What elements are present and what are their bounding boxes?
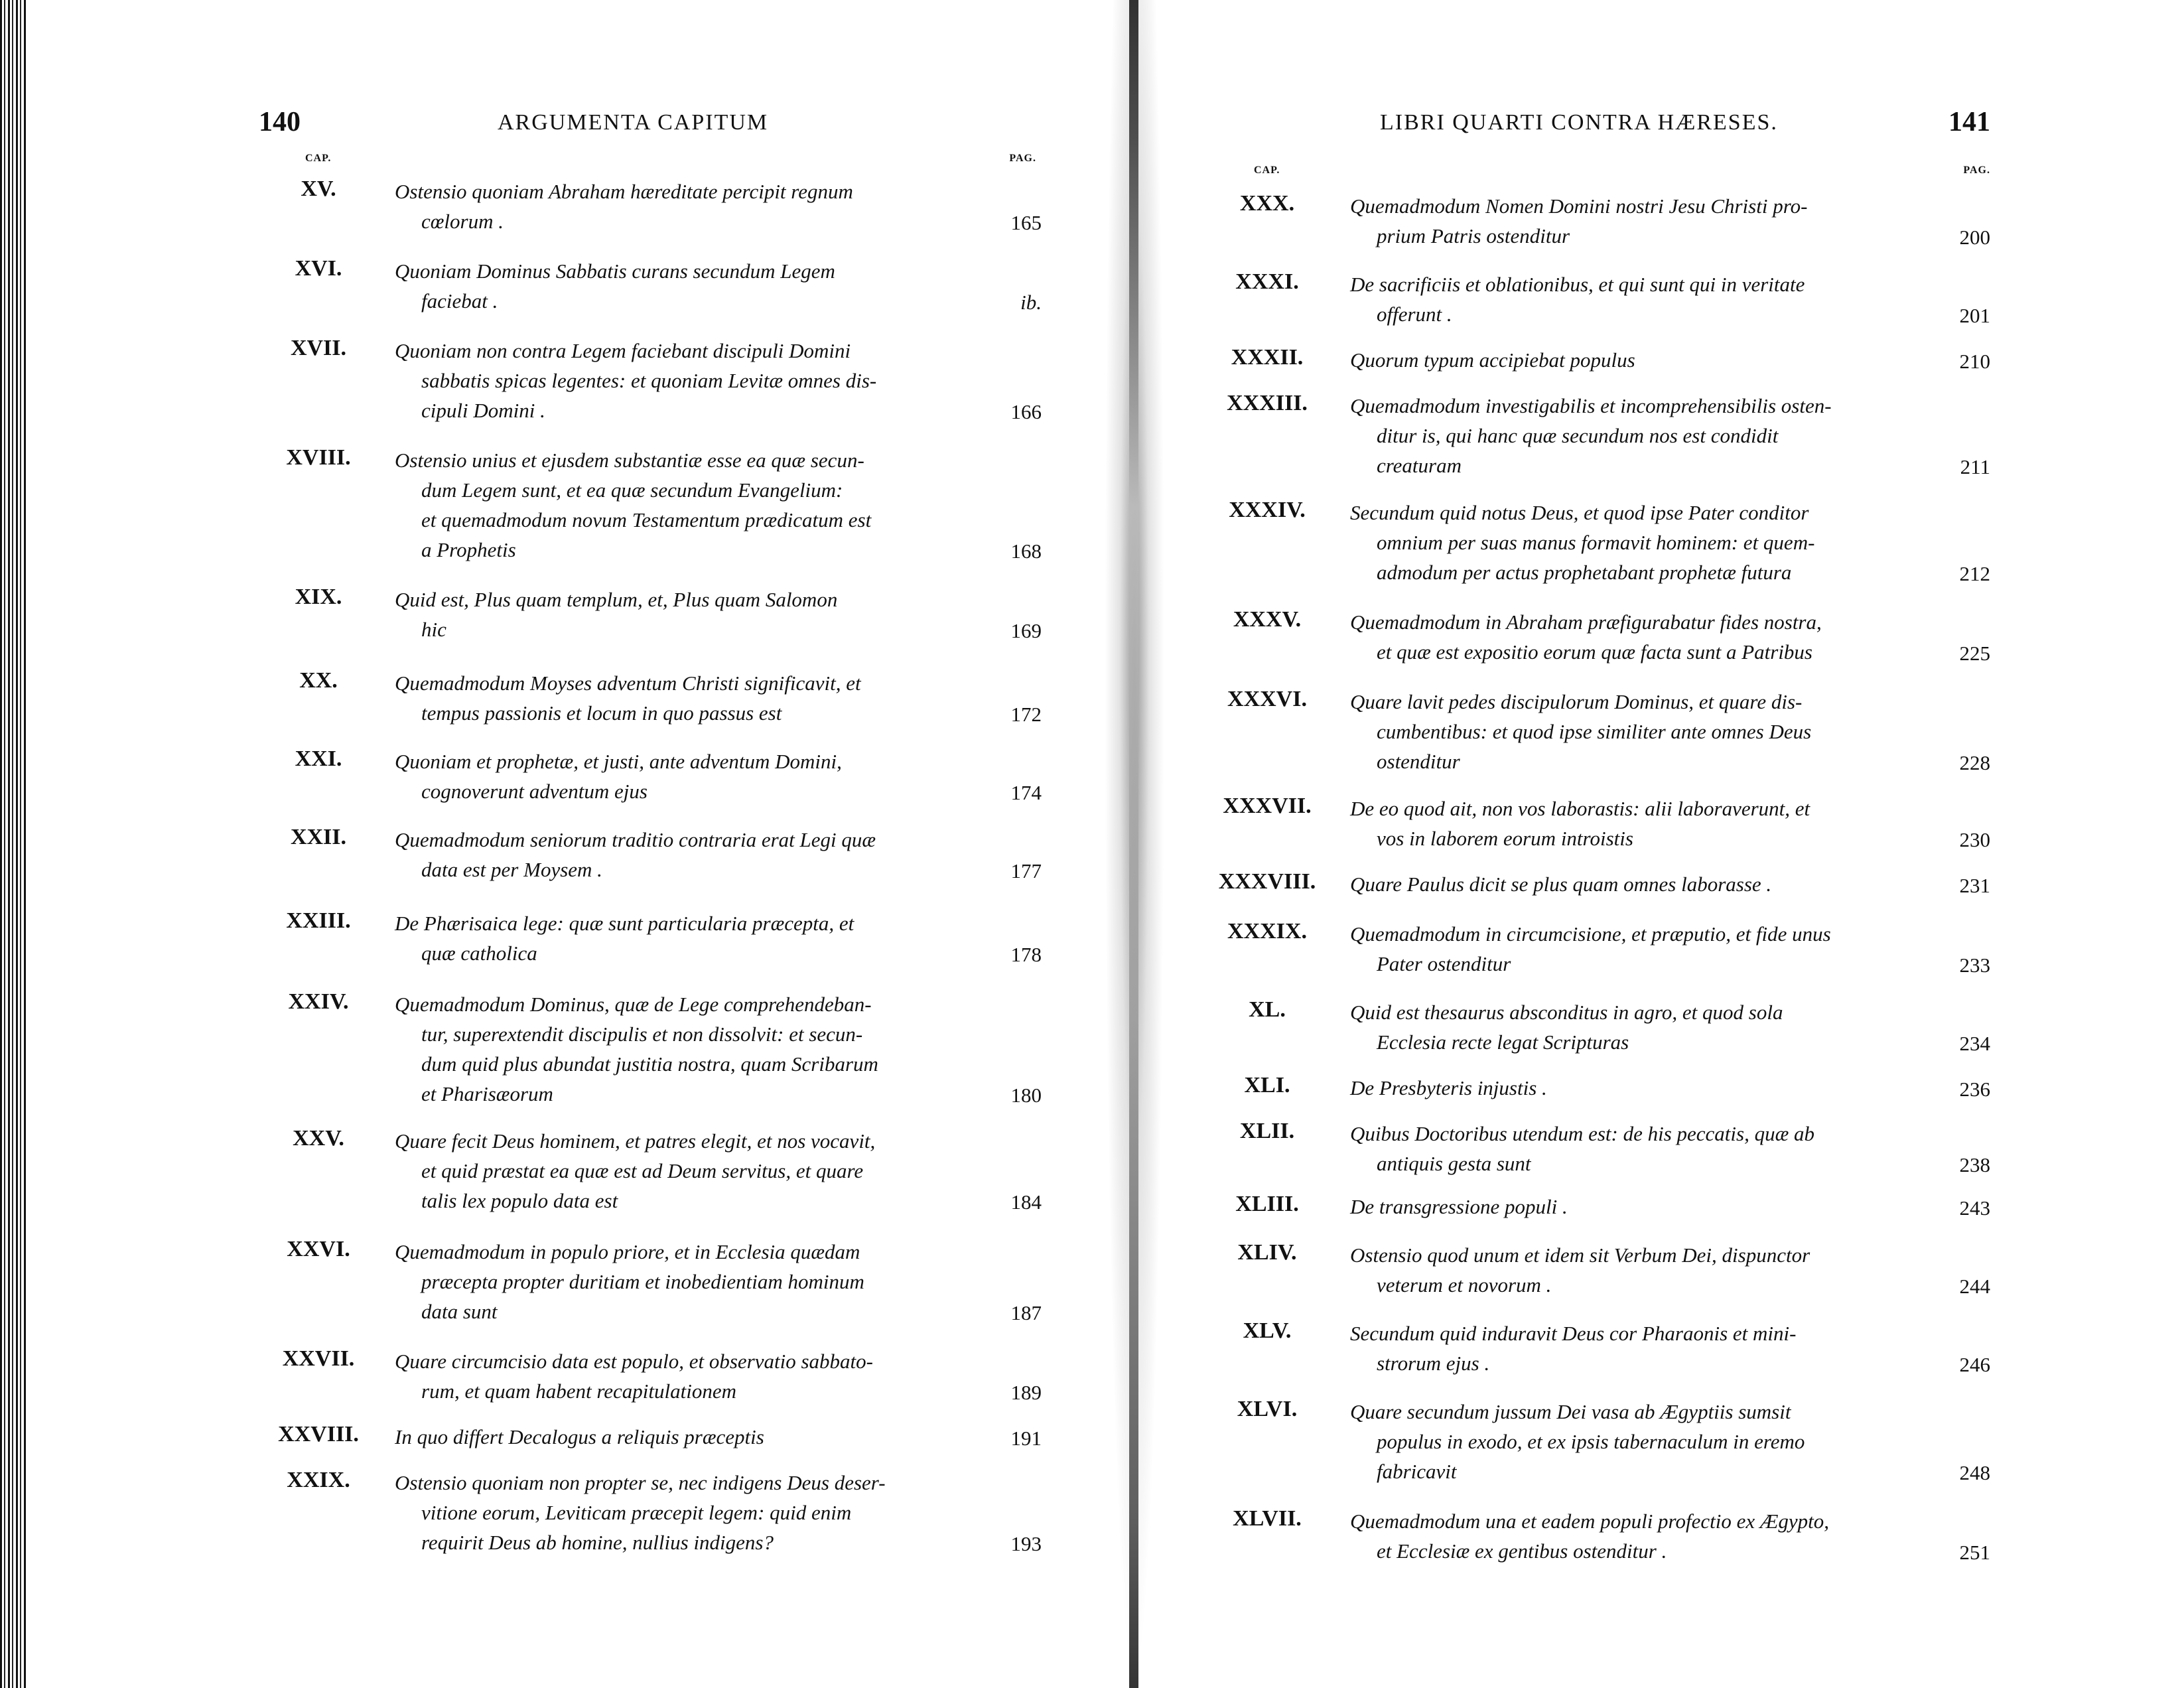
chapter-number: XXVII. <box>282 1346 355 1371</box>
chapter-page-number: 166 <box>1010 400 1042 423</box>
summary-line: Secundum quid induravit Deus cor Pharaonis et mini- <box>1350 1322 1797 1345</box>
right-page-number: 141 <box>1948 107 1990 137</box>
chapter-page-number: 248 <box>1959 1461 1990 1484</box>
summary-line: dum quid plus abundat justitia nostra, quam Scribarum <box>421 1052 878 1076</box>
chapter-number: XVIII. <box>286 445 351 470</box>
summary-line: et Pharisæorum <box>421 1082 553 1105</box>
chapter-entry <box>1221 919 1990 979</box>
chapter-entry <box>1221 1073 1990 1103</box>
chapter-number: XXXIV. <box>1229 498 1306 522</box>
chapter-entry <box>259 256 1042 316</box>
summary-line: Quemadmodum seniorum traditio contraria erat Legi quæ <box>395 828 876 851</box>
chapter-number: XIX. <box>295 585 342 609</box>
chapter-page-number: 169 <box>1010 619 1042 642</box>
chapter-page-number: 189 <box>1010 1381 1042 1404</box>
chapter-number: XLIV. <box>1237 1240 1297 1265</box>
chapter-number: XXXVII. <box>1223 794 1312 818</box>
summary-line: Quibus Doctoribus utendum est: de his peccatis, quæ ab <box>1350 1122 1815 1145</box>
summary-line: Ecclesia recte legat Scripturas <box>1377 1030 1629 1054</box>
chapter-page-number: 210 <box>1959 350 1990 373</box>
summary-line: Quare Paulus dicit se plus quam omnes laborasse . <box>1350 873 1772 896</box>
chapter-page-number: 201 <box>1959 304 1990 327</box>
chapter-entry <box>259 585 1042 644</box>
chapter-page-number: 243 <box>1959 1196 1990 1220</box>
summary-line: antiquis gesta sunt <box>1377 1152 1531 1175</box>
chapter-summary <box>395 825 962 884</box>
chapter-number: XXIV. <box>288 989 349 1014</box>
summary-line: hic <box>421 618 446 641</box>
chapter-entry <box>1221 997 1990 1057</box>
summary-line: ditur is, qui hanc quæ secundum nos est condidit <box>1377 424 1779 447</box>
chapter-entry <box>259 908 1042 968</box>
chapter-number: XLII. <box>1239 1119 1295 1143</box>
summary-line: Quemadmodum Nomen Domini nostri Jesu Christi pro- <box>1350 194 1808 218</box>
summary-line: Quare circumcisio data est populo, et observatio sabbato- <box>395 1350 873 1373</box>
chapter-summary <box>1350 919 1917 979</box>
right-chapter-list <box>1218 191 1990 1566</box>
chapter-summary <box>1350 191 1917 251</box>
summary-line: fabricavit <box>1377 1460 1457 1483</box>
summary-line: populus in exodo, et ex ipsis tabernaculum in eremo <box>1377 1430 1805 1453</box>
chapter-summary <box>1350 498 1917 587</box>
chapter-page-number: 193 <box>1010 1532 1042 1555</box>
left-cap-label: CAP. <box>305 153 332 164</box>
chapter-number: XXXI. <box>1235 269 1299 294</box>
chapter-page-number: 187 <box>1010 1301 1042 1324</box>
summary-line: præcepta propter duritiam et inobedientiam hominum <box>421 1270 864 1293</box>
left-pag-label: PAG. <box>1009 153 1036 164</box>
chapter-entry <box>1221 687 1990 776</box>
chapter-entry <box>259 1237 1042 1326</box>
chapter-summary <box>1350 1073 1917 1103</box>
chapter-page-number: 233 <box>1959 953 1990 977</box>
summary-line: veterum et novorum . <box>1377 1273 1552 1297</box>
chapter-page-number: 234 <box>1959 1032 1990 1055</box>
summary-line: Quoniam non contra Legem faciebant discipuli Domini <box>395 339 851 362</box>
chapter-page-number: 230 <box>1959 828 1990 851</box>
chapter-entry <box>1221 607 1990 667</box>
summary-line: et Ecclesiæ ex gentibus ostenditur . <box>1377 1539 1667 1563</box>
right-page <box>1218 106 1990 1566</box>
chapter-page-number: 165 <box>1010 211 1042 234</box>
chapter-entry <box>259 445 1042 565</box>
chapter-page-number: 238 <box>1959 1153 1990 1176</box>
summary-line: a Prophetis <box>421 538 516 561</box>
summary-line: data sunt <box>421 1300 498 1323</box>
left-page-number: 140 <box>259 107 301 137</box>
left-chapter-list <box>259 176 1042 1557</box>
chapter-summary <box>395 445 962 565</box>
summary-line: quæ catholica <box>421 942 537 965</box>
summary-line: Quemadmodum in populo priore, et in Ecclesia quædam <box>395 1240 860 1263</box>
chapter-page-number: 168 <box>1010 539 1042 563</box>
chapter-entry <box>1221 1506 1990 1566</box>
summary-line: tur, superextendit discipulis et non dissolvit: et secun- <box>421 1022 863 1046</box>
chapter-summary <box>395 1126 962 1216</box>
chapter-page-number: 231 <box>1959 874 1990 897</box>
chapter-entry <box>1218 869 1990 899</box>
summary-line: dum Legem sunt, et ea quæ secundum Evangelium: <box>421 478 843 502</box>
summary-line: faciebat . <box>421 289 498 313</box>
chapter-entry <box>1221 345 1990 375</box>
chapter-summary <box>1350 1240 1917 1300</box>
summary-line: Quemadmodum in circumcisione, et præputio, et fide unus <box>1350 922 1831 946</box>
chapter-summary <box>395 1422 962 1452</box>
summary-line: vitione eorum, Leviticam præcepit legem: quid enim <box>421 1501 852 1524</box>
chapter-number: XXI. <box>295 746 342 771</box>
chapter-number: XXVIII. <box>278 1422 359 1446</box>
chapter-number: XVII. <box>290 336 347 360</box>
chapter-summary <box>395 668 962 728</box>
chapter-number: XXIX. <box>287 1468 350 1492</box>
summary-line: Quorum typum accipiebat populus <box>1350 348 1635 372</box>
left-page-header <box>259 106 1042 153</box>
summary-line: offerunt . <box>1377 303 1452 326</box>
right-page-header <box>1221 106 1990 153</box>
chapter-page-number: 211 <box>1960 455 1990 478</box>
chapter-summary <box>1350 869 1917 899</box>
summary-line: omnium per suas manus formavit hominem: et quem- <box>1377 531 1815 554</box>
summary-line: Ostensio unius et ejusdem substantiæ esse ea quæ secun- <box>395 449 864 472</box>
summary-line: strorum ejus . <box>1377 1352 1490 1375</box>
chapter-summary <box>1350 997 1917 1057</box>
right-cap-label: CAP. <box>1254 165 1280 176</box>
summary-line: De Presbyteris injustis . <box>1350 1076 1547 1099</box>
summary-line: sabbatis spicas legentes: et quoniam Levitæ omnes dis- <box>421 369 877 392</box>
chapter-entry <box>259 1126 1042 1216</box>
summary-line: Quid est, Plus quam templum, et, Plus quam Salomon <box>395 588 838 611</box>
chapter-summary <box>1350 794 1917 853</box>
chapter-page-number: 172 <box>1010 703 1042 726</box>
right-pag-label: PAG. <box>1963 165 1990 176</box>
chapter-number: XLV. <box>1243 1318 1292 1343</box>
chapter-number: XLI. <box>1244 1073 1290 1097</box>
chapter-number: XL. <box>1249 997 1286 1022</box>
summary-line: De eo quod ait, non vos laborastis: alii laboraverunt, et <box>1350 797 1810 820</box>
chapter-page-number: 246 <box>1959 1353 1990 1376</box>
chapter-number: XXXVIII. <box>1218 869 1316 894</box>
chapter-number: XXX. <box>1239 191 1295 216</box>
summary-line: cœlorum . <box>421 210 504 233</box>
chapter-entry <box>259 746 1042 806</box>
summary-line: Quare lavit pedes discipulorum Dominus, et quare dis- <box>1350 690 1803 713</box>
chapter-summary <box>1350 345 1917 375</box>
summary-line: Quoniam Dominus Sabbatis curans secundum Legem <box>395 259 835 283</box>
chapter-number: XXXVI. <box>1227 687 1307 711</box>
chapter-entry <box>1221 794 1990 853</box>
chapter-page-number: 225 <box>1959 642 1990 665</box>
chapter-summary <box>395 336 962 425</box>
chapter-page-number: ib. <box>1020 291 1042 314</box>
summary-line: requirit Deus ab homine, nullius indigens? <box>421 1531 774 1554</box>
summary-line: cumbentibus: et quod ipse similiter ante omnes Deus <box>1377 720 1812 743</box>
summary-line: Quemadmodum una et eadem populi profectio ex Ægypto, <box>1350 1510 1830 1533</box>
chapter-page-number: 200 <box>1959 226 1990 249</box>
summary-line: Ostensio quod unum et idem sit Verbum Dei, dispunctor <box>1350 1243 1810 1267</box>
chapter-entry <box>1221 498 1990 587</box>
chapter-number: XXV. <box>293 1126 344 1151</box>
chapter-page-number: 180 <box>1010 1084 1042 1107</box>
chapter-page-number: 236 <box>1959 1078 1990 1101</box>
chapter-summary <box>395 176 962 236</box>
summary-line: In quo differt Decalogus a reliquis præceptis <box>395 1425 764 1448</box>
summary-line: rum, et quam habent recapitulationem <box>421 1379 736 1403</box>
summary-line: et quæ est expositio eorum quæ facta sunt a Patribus <box>1377 640 1812 664</box>
chapter-entry <box>259 1468 1042 1557</box>
summary-line: Pater ostenditur <box>1377 952 1511 975</box>
chapter-summary <box>1350 1192 1917 1222</box>
chapter-page-number: 228 <box>1959 751 1990 774</box>
chapter-number: XXXII. <box>1231 345 1304 370</box>
chapter-entry <box>259 989 1042 1109</box>
chapter-entry <box>259 825 1042 884</box>
summary-line: Ostensio quoniam Abraham hæreditate percipit regnum <box>395 180 853 203</box>
summary-line: Quare secundum jussum Dei vasa ab Ægyptiis sumsit <box>1350 1400 1791 1423</box>
summary-line: Quid est thesaurus absconditus in agro, et quod sola <box>1350 1001 1783 1024</box>
summary-line: Secundum quid notus Deus, et quod ipse Pater conditor <box>1350 501 1809 524</box>
summary-line: Quemadmodum in Abraham præfigurabatur fides nostra, <box>1350 610 1822 634</box>
chapter-page-number: 174 <box>1010 781 1042 804</box>
summary-line: talis lex populo data est <box>421 1189 618 1212</box>
summary-line: Quare fecit Deus hominem, et patres elegit, et nos vocavit, <box>395 1129 876 1153</box>
chapter-summary <box>1350 1318 1917 1378</box>
chapter-page-number: 251 <box>1959 1541 1990 1564</box>
summary-line: et quid præstat ea quæ est ad Deum servitus, et quare <box>421 1159 864 1182</box>
summary-line: tempus passionis et locum in quo passus est <box>421 701 782 725</box>
chapter-entry <box>1221 1240 1990 1300</box>
chapter-page-number: 244 <box>1959 1275 1990 1298</box>
book-spine-fold <box>1129 0 1138 1688</box>
chapter-summary <box>1350 607 1917 667</box>
chapter-summary <box>1350 1506 1917 1566</box>
chapter-number: XVI. <box>295 256 342 281</box>
chapter-number: XXXV. <box>1233 607 1302 632</box>
chapter-entry <box>1221 1397 1990 1486</box>
chapter-summary <box>395 989 962 1109</box>
chapter-entry <box>259 336 1042 425</box>
summary-line: De transgressione populi . <box>1350 1195 1568 1218</box>
chapter-summary <box>395 585 962 644</box>
chapter-entry <box>259 1346 1042 1406</box>
chapter-summary <box>1350 1119 1917 1178</box>
chapter-entry <box>259 176 1042 236</box>
left-page <box>259 106 1042 1557</box>
left-column-labels <box>259 153 1042 176</box>
summary-line: cipuli Domini . <box>421 399 545 422</box>
chapter-summary <box>395 256 962 316</box>
summary-line: ostenditur <box>1377 750 1460 773</box>
chapter-summary <box>1350 391 1917 480</box>
right-running-title: LIBRI QUARTI CONTRA HÆRESES. <box>1380 110 1778 135</box>
chapter-entry <box>1221 1192 1990 1222</box>
chapter-number: XX. <box>299 668 338 693</box>
chapter-number: XXXIX. <box>1227 919 1307 944</box>
summary-line: prium Patris ostenditur <box>1377 224 1570 247</box>
chapter-summary <box>1350 1397 1917 1486</box>
chapter-summary <box>395 908 962 968</box>
chapter-entry <box>1221 1318 1990 1378</box>
chapter-number: XLVI. <box>1237 1397 1298 1421</box>
chapter-entry <box>1221 269 1990 329</box>
chapter-entry <box>259 1422 1042 1452</box>
chapter-number: XLVII. <box>1233 1506 1302 1531</box>
summary-line: cognoverunt adventum ejus <box>421 780 648 803</box>
summary-line: Ostensio quoniam non propter se, nec indigens Deus deser- <box>395 1471 886 1494</box>
chapter-entry <box>1221 391 1990 480</box>
chapter-number: XXII. <box>290 825 347 849</box>
summary-line: data est per Moysem . <box>421 858 602 881</box>
summary-line: admodum per actus prophetabant prophetæ futura <box>1377 561 1792 584</box>
right-column-labels <box>1221 153 1990 191</box>
summary-line: Quemadmodum investigabilis et incomprehensibilis osten- <box>1350 394 1832 417</box>
summary-line: Quemadmodum Moyses adventum Christi significavit, et <box>395 671 861 695</box>
chapter-number: XXIII. <box>286 908 351 933</box>
chapter-summary <box>395 1468 962 1557</box>
summary-line: De sacrificiis et oblationibus, et qui sunt qui in veritate <box>1350 273 1805 296</box>
chapter-number: XLIII. <box>1235 1192 1299 1216</box>
chapter-summary <box>395 1237 962 1326</box>
chapter-entry <box>1221 1119 1990 1178</box>
left-running-title: ARGUMENTA CAPITUM <box>498 110 769 135</box>
chapter-summary <box>1350 269 1917 329</box>
summary-line: Quemadmodum Dominus, quæ de Lege comprehendeban- <box>395 993 872 1016</box>
chapter-page-number: 212 <box>1959 562 1990 585</box>
chapter-number: XXVI. <box>287 1237 350 1261</box>
chapter-entry <box>259 668 1042 728</box>
summary-line: vos in laborem eorum introistis <box>1377 827 1633 850</box>
chapter-number: XXXIII. <box>1227 391 1308 415</box>
chapter-page-number: 178 <box>1010 943 1042 966</box>
chapter-page-number: 184 <box>1010 1190 1042 1214</box>
chapter-number: XV. <box>301 176 336 201</box>
chapter-summary <box>395 1346 962 1406</box>
summary-line: creaturam <box>1377 454 1462 477</box>
book-binding-edge <box>0 0 27 1688</box>
chapter-page-number: 177 <box>1010 859 1042 882</box>
chapter-summary <box>1350 687 1917 776</box>
summary-line: et quemadmodum novum Testamentum prædicatum est <box>421 508 872 531</box>
summary-line: Quoniam et prophetæ, et justi, ante adventum Domini, <box>395 750 842 773</box>
chapter-page-number: 191 <box>1010 1427 1042 1450</box>
chapter-entry <box>1221 191 1990 251</box>
summary-line: De Phærisaica lege: quæ sunt particularia præcepta, et <box>395 912 854 935</box>
chapter-summary <box>395 746 962 806</box>
